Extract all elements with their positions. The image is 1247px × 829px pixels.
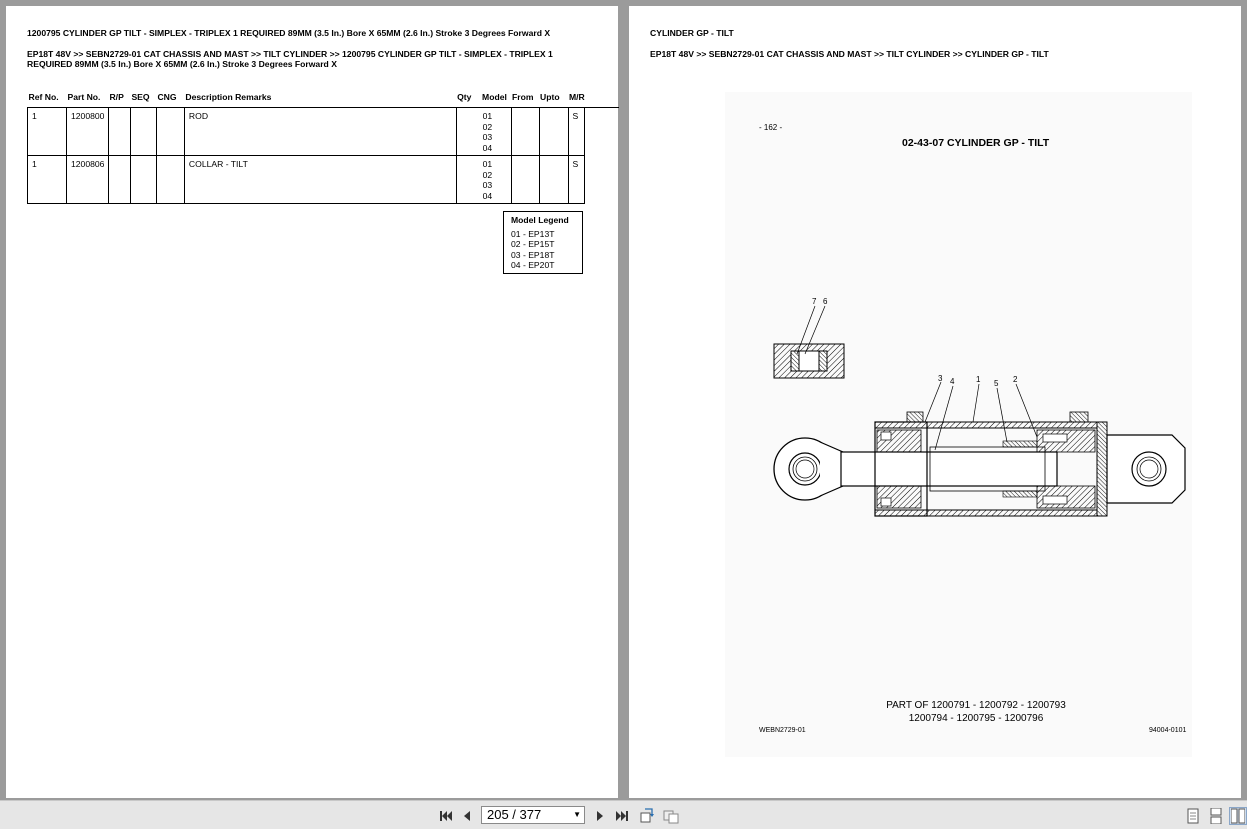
legend-item: 03 - EP18T — [511, 249, 555, 260]
page-indicator: 205 / 377 — [487, 807, 542, 822]
previous-page-button[interactable] — [458, 807, 476, 825]
breadcrumb-line: EP18T 48V >> SEBN2729-01 CAT CHASSIS AND MAST >> TILT CYLINDER >> 1200795 CYLINDER GP TILT - SIMPLEX - TRIPLEX 1 — [27, 49, 553, 59]
continuous-icon — [1209, 808, 1223, 824]
single-page-icon — [1186, 808, 1200, 824]
table-header-row — [28, 92, 620, 108]
upto-cell — [539, 108, 568, 156]
model-code: 01 — [482, 111, 493, 121]
column-header: Qty — [456, 92, 481, 108]
snapshot-icon — [663, 808, 679, 824]
table-row[interactable] — [28, 108, 620, 156]
parts-table — [27, 92, 619, 204]
rp-cell — [108, 156, 130, 204]
next-page-button[interactable] — [591, 807, 609, 825]
ref-no-cell: 1 — [28, 156, 67, 204]
document-code: WEBN2729-01 — [759, 727, 806, 734]
callout-label: 3 — [938, 374, 943, 383]
table-row[interactable] — [28, 156, 620, 204]
callout-label: 1 — [976, 375, 981, 384]
first-page-button[interactable] — [437, 807, 455, 825]
part-no-cell[interactable]: 1200806 — [66, 156, 108, 204]
piston-rod — [841, 447, 1057, 491]
rod-end-eye — [774, 438, 843, 500]
part-of-line: PART OF 1200791 - 1200792 - 1200793 — [886, 700, 1066, 711]
cap-end — [1107, 435, 1185, 503]
ref-no-cell: 1 — [28, 108, 67, 156]
cng-cell — [156, 156, 184, 204]
column-header: CNG — [156, 92, 184, 108]
model-legend-title: Model Legend — [511, 215, 569, 225]
parts-list-page — [6, 6, 618, 798]
legend-item: 02 - EP15T — [511, 239, 555, 249]
column-header: R/P — [108, 92, 130, 108]
model-code: 01 — [482, 159, 493, 169]
column-header: Model — [481, 92, 511, 108]
from-cell — [511, 108, 539, 156]
breadcrumb — [27, 49, 612, 69]
callout-label: 2 — [1013, 375, 1018, 384]
upto-cell — [539, 156, 568, 204]
callout-label: 6 — [823, 297, 828, 306]
mr-cell: S — [568, 108, 585, 156]
seq-cell — [130, 108, 156, 156]
column-header: From — [511, 92, 539, 108]
model-cell — [456, 108, 511, 156]
rotate-button[interactable] — [638, 807, 656, 825]
chevron-down-icon: ▼ — [573, 810, 581, 819]
drawing-page-number: - 162 - — [759, 123, 783, 132]
reference-code: 94004-0101 — [1149, 727, 1187, 734]
snapshot-button[interactable] — [662, 807, 680, 825]
last-page-button[interactable] — [613, 807, 631, 825]
model-code: 04 — [482, 190, 493, 201]
seq-cell — [130, 156, 156, 204]
callout-label: 5 — [994, 379, 999, 388]
last-page-icon — [615, 809, 629, 823]
single-page-view-button[interactable] — [1184, 807, 1202, 825]
breadcrumb-line: REQUIRED 89MM (3.5 In.) Bore X 65MM (2.6 In.) Stroke 3 Degrees Forward X — [27, 59, 337, 69]
first-page-icon — [439, 809, 453, 823]
rp-cell — [108, 108, 130, 156]
column-header: Upto — [539, 92, 568, 108]
page-number-input[interactable] — [481, 806, 585, 824]
illustration-page — [629, 6, 1241, 798]
legend-item: 01 - EP13T — [511, 228, 555, 239]
part-of-line: 1200794 - 1200795 - 1200796 — [908, 713, 1044, 724]
next-page-icon — [593, 809, 607, 823]
drawing-heading: 02-43-07 CYLINDER GP - TILT — [902, 137, 1050, 149]
exploded-view-drawing — [725, 92, 1192, 757]
legend-item: 04 - EP20T — [511, 260, 555, 270]
part-no-cell[interactable]: 1200800 — [66, 108, 108, 156]
model-code: 02 — [482, 169, 493, 180]
breadcrumb: EP18T 48V >> SEBN2729-01 CAT CHASSIS AND MAST >> TILT CYLINDER >> CYLINDER GP - TILT — [650, 49, 1049, 59]
facing-view-button[interactable] — [1229, 807, 1247, 825]
rotate-icon — [639, 808, 655, 824]
model-code: 02 — [482, 121, 493, 132]
column-header: Ref No. — [28, 92, 67, 108]
viewer-toolbar — [0, 800, 1247, 829]
mr-cell: S — [568, 156, 585, 204]
page-title: 1200795 CYLINDER GP TILT - SIMPLEX - TRIPLEX 1 REQUIRED 89MM (3.5 In.) Bore X 65MM (2.6 In.) Stroke 3 Degrees Forward X — [27, 28, 551, 38]
callout-label: 4 — [950, 377, 955, 386]
column-header-spacer — [585, 92, 619, 108]
prev-page-icon — [460, 809, 474, 823]
seal-detail — [774, 306, 844, 378]
row-spacer — [585, 108, 619, 156]
continuous-view-button[interactable] — [1207, 807, 1225, 825]
model-cell — [456, 156, 511, 204]
cng-cell — [156, 108, 184, 156]
callout-label: 7 — [812, 297, 817, 306]
column-header: SEQ — [130, 92, 156, 108]
column-header: Part No. — [66, 92, 108, 108]
from-cell — [511, 156, 539, 204]
model-code: 03 — [482, 132, 493, 142]
model-code: 04 — [482, 142, 493, 153]
model-legend — [503, 211, 583, 274]
column-header: Description Remarks — [184, 92, 456, 108]
row-spacer — [585, 156, 619, 204]
model-code: 03 — [482, 180, 493, 190]
description-cell: ROD — [184, 108, 456, 156]
facing-icon — [1231, 808, 1245, 824]
column-header: M/R — [568, 92, 585, 108]
description-cell: COLLAR - TILT — [184, 156, 456, 204]
page-title: CYLINDER GP - TILT — [650, 28, 734, 38]
